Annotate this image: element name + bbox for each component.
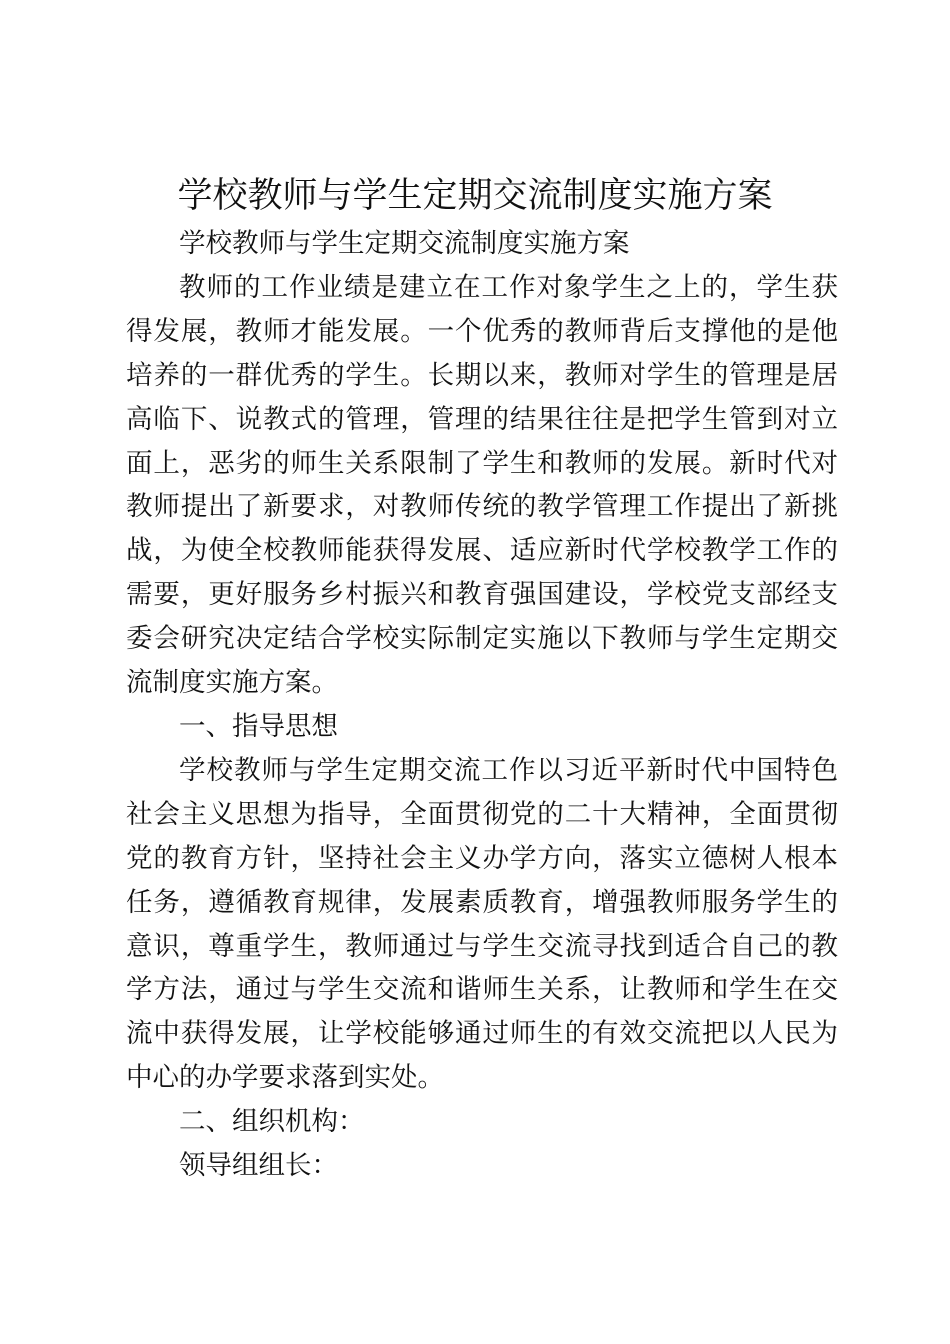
section-heading-guiding-ideology: 一、指导思想 [179,710,338,742]
intro-paragraph: 教师的工作业绩是建立在工作对象学生之上的，学生获得发展，教师才能发展。一个优秀的教师背后支撑他的是他培养的一群优秀的学生。长期以来，教师对学生的管理是居高临下、说教式的管理，管理的结果往往是把学生管到对立面上，恶劣的师生关系限制了学生和教师的发展。新时代对教师提出了新要求，对教师传统的教学管理工作提出了新挑战，为使全校教师能获得发展、适应新时代学校教学工作的需要，更好服务乡村振兴和教育强国建设，学校党支部经支委会研究决定结合学校实际制定实施以下教师与学生定期交流制度实施方案。 [126,271,838,699]
guiding-ideology-paragraph: 学校教师与学生定期交流工作以习近平新时代中国特色社会主义思想为指导，全面贯彻党的二十大精神，全面贯彻党的教育方针，坚持社会主义办学方向，落实立德树人根本任务，遵循教育规律，发展素质教育，增强教师服务学生的意识，尊重学生，教师通过与学生交流寻找到适合自己的教学方法，通过与学生交流和谐师生关系，让教师和学生在交流中获得发展，让学校能够通过师生的有效交流把以人民为中心的办学要求落到实处。 [126,754,838,1094]
section-heading-organization: 二、组织机构： [179,1106,365,1138]
document-body [126,222,838,1188]
leader-group-label: 领导组组长： [179,1150,338,1182]
document-title: 学校教师与学生定期交流制度实施方案 [177,176,773,216]
document-subtitle: 学校教师与学生定期交流制度实施方案 [179,228,630,259]
